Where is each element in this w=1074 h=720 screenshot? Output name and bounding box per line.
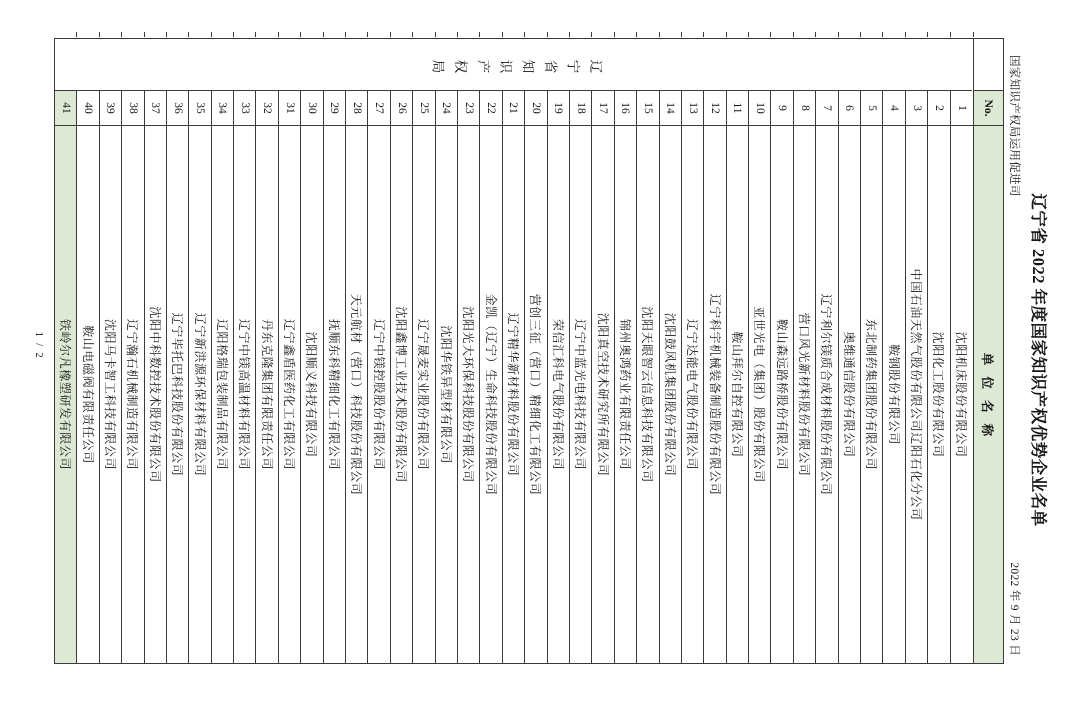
row-company-name: 沈阳鑫博工业技术股份有限公司 bbox=[394, 306, 409, 483]
table-row bbox=[525, 91, 547, 663]
row-company-name: 辽宁晟麦实业股份有限公司 bbox=[416, 318, 431, 471]
table-row bbox=[301, 91, 323, 663]
table-row bbox=[368, 91, 390, 663]
row-number: 27 bbox=[368, 91, 389, 126]
row-company-name: 亚世光电（集团）股份有限公司 bbox=[752, 306, 767, 483]
row-company-name: 沈阳鼓风机集团股份有限公司 bbox=[662, 312, 677, 477]
side-label-cell bbox=[55, 39, 972, 91]
row-number: 38 bbox=[122, 91, 143, 126]
table-row bbox=[279, 91, 301, 663]
table-row bbox=[592, 91, 614, 663]
row-company-name: 沈阳中科数控技术股份有限公司 bbox=[147, 306, 162, 483]
table-row bbox=[883, 91, 905, 663]
table-row bbox=[660, 91, 682, 663]
table-row bbox=[212, 91, 234, 663]
row-number: 26 bbox=[391, 91, 412, 126]
table-row bbox=[391, 91, 413, 663]
row-company-name: 辽宁瀚石机械制造有限公司 bbox=[125, 318, 140, 471]
table-row bbox=[928, 91, 950, 663]
table-row bbox=[346, 91, 368, 663]
row-number: 40 bbox=[77, 91, 98, 126]
row-number: 19 bbox=[548, 91, 569, 126]
row-number: 39 bbox=[100, 91, 121, 126]
side-label-header-cell bbox=[974, 39, 1003, 91]
row-company-name: 抚顺东科精细化工有限公司 bbox=[326, 318, 341, 471]
row-number: 11 bbox=[727, 91, 748, 126]
table-row bbox=[77, 91, 99, 663]
row-company-name: 沈阳马卡智工科技有限公司 bbox=[102, 318, 117, 471]
table-row bbox=[55, 91, 77, 663]
row-company-name: 沈阳顺义科技有限公司 bbox=[304, 331, 319, 458]
table-row bbox=[816, 91, 838, 663]
table-row bbox=[637, 91, 659, 663]
row-number: 5 bbox=[861, 91, 882, 126]
row-number: 28 bbox=[346, 91, 367, 126]
row-company-name: 沈阳机床股份有限公司 bbox=[954, 331, 969, 458]
table-row bbox=[794, 91, 816, 663]
row-company-name: 奥维通信股份有限公司 bbox=[841, 331, 856, 458]
row-number: 3 bbox=[906, 91, 927, 126]
row-number: 25 bbox=[413, 91, 434, 126]
row-number: 37 bbox=[145, 91, 166, 126]
table-row bbox=[122, 91, 144, 663]
row-number: 33 bbox=[234, 91, 255, 126]
row-company-name: 辽宁鑫盾医药化工有限公司 bbox=[282, 318, 297, 471]
table-rows bbox=[55, 91, 973, 663]
row-number: 8 bbox=[794, 91, 815, 126]
row-number: 41 bbox=[55, 91, 76, 126]
row-number: 34 bbox=[212, 91, 233, 126]
row-company-name: 东北制药集团股份有限公司 bbox=[864, 318, 879, 471]
row-number: 15 bbox=[637, 91, 658, 126]
row-number: 29 bbox=[324, 91, 345, 126]
company-table bbox=[54, 38, 1004, 664]
row-company-name: 辽宁科宇机械装备制造股份有限公司 bbox=[707, 293, 722, 496]
row-company-name: 沈阳光大环保科技股份有限公司 bbox=[461, 306, 476, 483]
row-number: 10 bbox=[749, 91, 770, 126]
row-number: 31 bbox=[279, 91, 300, 126]
row-number: 21 bbox=[503, 91, 524, 126]
row-number: 2 bbox=[928, 91, 949, 126]
row-company-name: 荣信汇科电气股份有限公司 bbox=[550, 318, 565, 471]
header-no: No. bbox=[974, 91, 1003, 126]
row-company-name: 辽宁中蓝光电科技有限公司 bbox=[573, 318, 588, 471]
table-row bbox=[839, 91, 861, 663]
table-header-row bbox=[973, 39, 1003, 663]
table-row bbox=[100, 91, 122, 663]
table-row bbox=[234, 91, 256, 663]
table-row bbox=[771, 91, 793, 663]
table-row bbox=[503, 91, 525, 663]
page-number: 1 / 2 bbox=[33, 331, 44, 360]
table-row bbox=[682, 91, 704, 663]
row-company-name: 辽宁利尔镁质合成材料股份有限公司 bbox=[819, 293, 834, 496]
row-company-name: 沈阳化工股份有限公司 bbox=[931, 331, 946, 458]
table-row bbox=[951, 91, 973, 663]
row-company-name: 鞍钢股份有限公司 bbox=[886, 344, 901, 445]
row-number: 16 bbox=[615, 91, 636, 126]
row-company-name: 辽宁精华新材料股份有限公司 bbox=[506, 312, 520, 477]
row-number: 9 bbox=[771, 91, 792, 126]
row-number: 7 bbox=[816, 91, 837, 126]
row-number: 1 bbox=[951, 91, 973, 126]
table-row bbox=[615, 91, 637, 663]
row-company-name: 天元航材（营口）科技股份有限公司 bbox=[349, 293, 364, 496]
document-title: 辽宁省 2022 年度国家知识产权优势企业名单 bbox=[1029, 193, 1048, 527]
row-number: 14 bbox=[660, 91, 681, 126]
row-number: 36 bbox=[167, 91, 188, 126]
row-company-name: 营口风光新材料股份有限公司 bbox=[797, 312, 812, 477]
table-row bbox=[906, 91, 928, 663]
table-row bbox=[749, 91, 771, 663]
table-row bbox=[727, 91, 749, 663]
table-row bbox=[861, 91, 883, 663]
row-company-name: 锦州奥鸿药业有限责任公司 bbox=[617, 318, 632, 471]
meta-line bbox=[1007, 55, 1023, 656]
row-number: 23 bbox=[458, 91, 479, 126]
table-row bbox=[145, 91, 167, 663]
provincial-office-label: 辽宁省知识产权局 bbox=[423, 57, 604, 73]
table-row bbox=[324, 91, 346, 663]
table-row bbox=[413, 91, 435, 663]
row-company-name: 辽宁中镁高温材料有限公司 bbox=[237, 318, 252, 471]
table-row bbox=[436, 91, 458, 663]
row-company-name: 辽宁中镁控股股份有限公司 bbox=[371, 318, 386, 471]
row-number: 20 bbox=[525, 91, 546, 126]
row-company-name: 营创三征（营口）精细化工有限公司 bbox=[528, 293, 543, 496]
table-row bbox=[548, 91, 570, 663]
row-company-name: 鞍山拜尔自控有限公司 bbox=[729, 331, 744, 458]
header-company-name: 单 位 名 称 bbox=[974, 126, 1003, 663]
row-number: 22 bbox=[480, 91, 501, 126]
row-company-name: 辽宁达能电气股份有限公司 bbox=[685, 318, 700, 471]
row-number: 4 bbox=[883, 91, 904, 126]
row-company-name: 辽宁毕托巴科技股份有限公司 bbox=[170, 312, 185, 477]
row-company-name: 沈阳华铁异型材有限公司 bbox=[438, 325, 453, 464]
table-row bbox=[704, 91, 726, 663]
row-company-name: 铁岭尔凡橡塑研发有限公司 bbox=[55, 126, 76, 663]
row-number: 35 bbox=[189, 91, 210, 126]
table-row bbox=[189, 91, 211, 663]
row-number: 6 bbox=[839, 91, 860, 126]
row-number: 24 bbox=[436, 91, 457, 126]
row-company-name: 辽阳格瑞包装制品有限公司 bbox=[214, 318, 229, 471]
document-date: 2022 年 9 月 23 日 bbox=[1008, 562, 1020, 656]
row-company-name: 沈阳真空技术研究所有限公司 bbox=[595, 312, 610, 477]
row-number: 32 bbox=[257, 91, 278, 126]
table-row bbox=[570, 91, 592, 663]
row-company-name: 中国石油天然气股份有限公司辽阳石化分公司 bbox=[909, 268, 924, 521]
row-number: 12 bbox=[704, 91, 725, 126]
table-row bbox=[480, 91, 502, 663]
issuer-department: 国家知识产权局运用促进司 bbox=[1008, 55, 1020, 197]
row-company-name: 金凯（辽宁）生命科技股份有限公司 bbox=[483, 293, 498, 496]
table-row bbox=[167, 91, 189, 663]
row-number: 18 bbox=[570, 91, 591, 126]
row-number: 30 bbox=[301, 91, 322, 126]
row-company-name: 鞍山森远路桥股份有限公司 bbox=[774, 318, 789, 471]
row-company-name: 沈阳天眼智云信息科技有限公司 bbox=[640, 306, 655, 483]
table-row bbox=[458, 91, 480, 663]
table-row bbox=[257, 91, 279, 663]
row-company-name: 丹东克隆集团有限责任公司 bbox=[259, 318, 274, 471]
row-company-name: 辽宁新洪源环保材料有限公司 bbox=[192, 312, 207, 477]
row-number: 17 bbox=[592, 91, 613, 126]
row-company-name: 鞍山电磁阀有限责任公司 bbox=[80, 325, 95, 464]
row-number: 13 bbox=[682, 91, 703, 126]
